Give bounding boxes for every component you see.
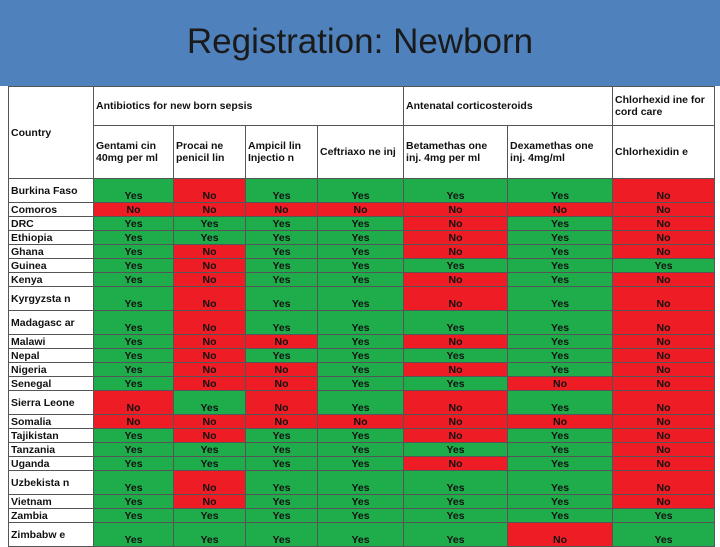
country-cell: Nigeria [9,363,94,377]
status-cell: Yes [404,349,508,363]
country-cell: Guinea [9,259,94,273]
status-cell: Yes [318,245,404,259]
country-cell: Ghana [9,245,94,259]
country-cell: Nepal [9,349,94,363]
status-cell: No [318,415,404,429]
status-cell: No [318,203,404,217]
status-cell: Yes [508,245,613,259]
column-header-betamethasone: Betamethas one inj. 4mg per ml [404,126,508,179]
table-row [9,335,715,349]
status-cell: Yes [508,231,613,245]
status-cell: No [174,495,246,509]
status-cell: Yes [508,429,613,443]
table-row [9,443,715,457]
status-cell: Yes [508,179,613,203]
status-cell: No [246,377,318,391]
status-cell: Yes [246,217,318,231]
status-cell: Yes [318,471,404,495]
status-cell: No [404,457,508,471]
status-cell: Yes [94,363,174,377]
status-cell: Yes [246,495,318,509]
status-cell: Yes [246,429,318,443]
status-cell: Yes [318,259,404,273]
status-cell: Yes [318,363,404,377]
group-header-corticosteroids: Antenatal corticosteroids [404,87,613,126]
status-cell: No [613,377,715,391]
column-header-ceftriaxone: Ceftriaxo ne inj [318,126,404,179]
column-header-procaine-penicillin: Procai ne penicil lin [174,126,246,179]
status-cell: Yes [318,335,404,349]
status-cell: Yes [246,509,318,523]
column-header-chlorhexidine: Chlorhexidin e [613,126,715,179]
status-cell: No [613,443,715,457]
status-cell: No [174,273,246,287]
country-cell: Tajikistan [9,429,94,443]
country-header: Country [9,87,94,179]
status-cell: No [174,429,246,443]
status-cell: Yes [404,523,508,547]
table-row [9,495,715,509]
status-cell: Yes [174,509,246,523]
status-cell: Yes [246,259,318,273]
table-row [9,471,715,495]
table-row [9,217,715,231]
status-cell: Yes [94,443,174,457]
status-cell: Yes [508,217,613,231]
status-cell: Yes [318,391,404,415]
status-cell: No [94,203,174,217]
status-cell: No [174,349,246,363]
status-cell: No [613,335,715,349]
status-cell: No [404,217,508,231]
status-cell: Yes [318,377,404,391]
table-row [9,273,715,287]
status-cell: Yes [508,363,613,377]
status-cell: Yes [318,311,404,335]
status-cell: Yes [94,509,174,523]
slide-title: Registration: Newborn [186,22,534,61]
status-cell: Yes [246,349,318,363]
status-cell: Yes [174,523,246,547]
status-cell: Yes [318,509,404,523]
status-cell: Yes [613,509,715,523]
status-cell: Yes [94,311,174,335]
country-cell: Zimbabw e [9,523,94,547]
status-cell: No [94,391,174,415]
status-cell: No [613,415,715,429]
status-cell: No [613,391,715,415]
table-row [9,415,715,429]
status-cell: Yes [508,509,613,523]
country-cell: Ethiopia [9,231,94,245]
status-cell: No [613,179,715,203]
status-cell: No [246,363,318,377]
status-cell: Yes [246,287,318,311]
status-cell: No [508,523,613,547]
status-cell: No [404,287,508,311]
status-cell: No [613,311,715,335]
table-row [9,259,715,273]
status-cell: Yes [246,231,318,245]
status-cell: No [246,203,318,217]
country-cell: Zambia [9,509,94,523]
status-cell: No [613,457,715,471]
status-cell: No [404,363,508,377]
status-cell: No [613,245,715,259]
status-cell: Yes [318,495,404,509]
status-cell: Yes [94,259,174,273]
status-cell: Yes [613,523,715,547]
status-cell: No [613,429,715,443]
status-cell: No [613,349,715,363]
status-cell: No [174,259,246,273]
status-cell: No [613,203,715,217]
country-cell: Somalia [9,415,94,429]
country-cell: Vietnam [9,495,94,509]
status-cell: Yes [318,179,404,203]
group-header-chlorhexidine: Chlorhexid ine for cord care [613,87,715,126]
status-cell: Yes [318,217,404,231]
status-cell: Yes [404,311,508,335]
status-cell: Yes [94,349,174,363]
status-cell: No [404,245,508,259]
table-row [9,457,715,471]
status-cell: Yes [318,457,404,471]
status-cell: Yes [246,457,318,471]
status-cell: No [613,471,715,495]
status-cell: No [404,415,508,429]
status-cell: No [246,415,318,429]
table-row [9,363,715,377]
status-cell: Yes [404,259,508,273]
status-cell: Yes [404,509,508,523]
table-row [9,179,715,203]
table-body [9,179,715,547]
status-cell: No [613,273,715,287]
status-cell: Yes [404,471,508,495]
table-row [9,509,715,523]
group-header-antibiotics: Antibiotics for new born sepsis [94,87,404,126]
status-cell: Yes [508,349,613,363]
column-header-gentamicin: Gentami cin 40mg per ml [94,126,174,179]
status-cell: Yes [318,273,404,287]
status-cell: Yes [94,377,174,391]
table-row [9,287,715,311]
table-row [9,391,715,415]
country-cell: Malawi [9,335,94,349]
status-cell: Yes [94,231,174,245]
country-cell: Uganda [9,457,94,471]
status-cell: Yes [318,443,404,457]
status-cell: Yes [404,377,508,391]
status-cell: Yes [94,287,174,311]
table-row [9,311,715,335]
status-cell: Yes [246,443,318,457]
status-cell: Yes [174,231,246,245]
status-cell: No [613,287,715,311]
status-cell: No [613,231,715,245]
status-cell: Yes [508,495,613,509]
status-cell: Yes [318,429,404,443]
status-cell: Yes [318,349,404,363]
status-cell: Yes [508,311,613,335]
status-cell: Yes [174,457,246,471]
status-cell: Yes [94,335,174,349]
country-cell: Senegal [9,377,94,391]
country-cell: Sierra Leone [9,391,94,415]
table-row [9,203,715,217]
status-cell: Yes [404,495,508,509]
country-cell: Kyrgyzsta n [9,287,94,311]
table-row [9,429,715,443]
status-cell: Yes [246,245,318,259]
country-cell: DRC [9,217,94,231]
status-cell: Yes [94,471,174,495]
status-cell: Yes [246,523,318,547]
status-cell: Yes [508,259,613,273]
status-cell: Yes [246,273,318,287]
country-cell: Tanzania [9,443,94,457]
status-cell: Yes [318,231,404,245]
status-cell: Yes [508,273,613,287]
status-cell: No [404,335,508,349]
status-cell: Yes [508,335,613,349]
status-cell: No [94,415,174,429]
country-cell: Burkina Faso [9,179,94,203]
status-cell: No [404,273,508,287]
status-cell: No [174,287,246,311]
status-cell: Yes [174,217,246,231]
status-cell: No [174,377,246,391]
status-cell: Yes [174,443,246,457]
status-cell: Yes [404,179,508,203]
status-cell: No [404,391,508,415]
status-cell: Yes [508,443,613,457]
status-cell: No [174,311,246,335]
registration-table [8,86,715,547]
status-cell: Yes [508,471,613,495]
status-cell: No [174,179,246,203]
table-row [9,377,715,391]
status-cell: Yes [94,523,174,547]
table-row [9,349,715,363]
column-header-ampicillin: Ampicil lin Injectio n [246,126,318,179]
table-row [9,245,715,259]
table-row [9,523,715,547]
status-cell: No [174,363,246,377]
status-cell: Yes [318,523,404,547]
status-cell: No [613,217,715,231]
status-cell: Yes [246,179,318,203]
status-cell: Yes [94,495,174,509]
status-cell: No [404,429,508,443]
status-cell: No [508,415,613,429]
status-cell: No [174,471,246,495]
status-cell: No [174,335,246,349]
country-cell: Madagasc ar [9,311,94,335]
status-cell: No [508,203,613,217]
status-cell: Yes [613,259,715,273]
status-cell: No [404,231,508,245]
status-cell: Yes [508,457,613,471]
status-cell: Yes [508,287,613,311]
column-header-dexamethasone: Dexamethas one inj. 4mg/ml [508,126,613,179]
status-cell: No [246,391,318,415]
status-cell: No [613,363,715,377]
status-cell: No [404,203,508,217]
status-cell: Yes [94,245,174,259]
status-cell: No [174,415,246,429]
status-cell: No [508,377,613,391]
country-cell: Uzbekista n [9,471,94,495]
status-cell: No [174,245,246,259]
country-cell: Comoros [9,203,94,217]
status-cell: Yes [94,217,174,231]
status-cell: No [174,203,246,217]
status-cell: Yes [94,429,174,443]
status-cell: Yes [246,311,318,335]
status-cell: Yes [246,471,318,495]
status-cell: Yes [508,391,613,415]
status-cell: Yes [94,273,174,287]
table-row [9,231,715,245]
country-cell: Kenya [9,273,94,287]
status-cell: Yes [318,287,404,311]
status-cell: Yes [174,391,246,415]
status-cell: Yes [94,179,174,203]
status-cell: No [246,335,318,349]
status-cell: Yes [404,443,508,457]
status-cell: Yes [94,457,174,471]
status-cell: No [613,495,715,509]
